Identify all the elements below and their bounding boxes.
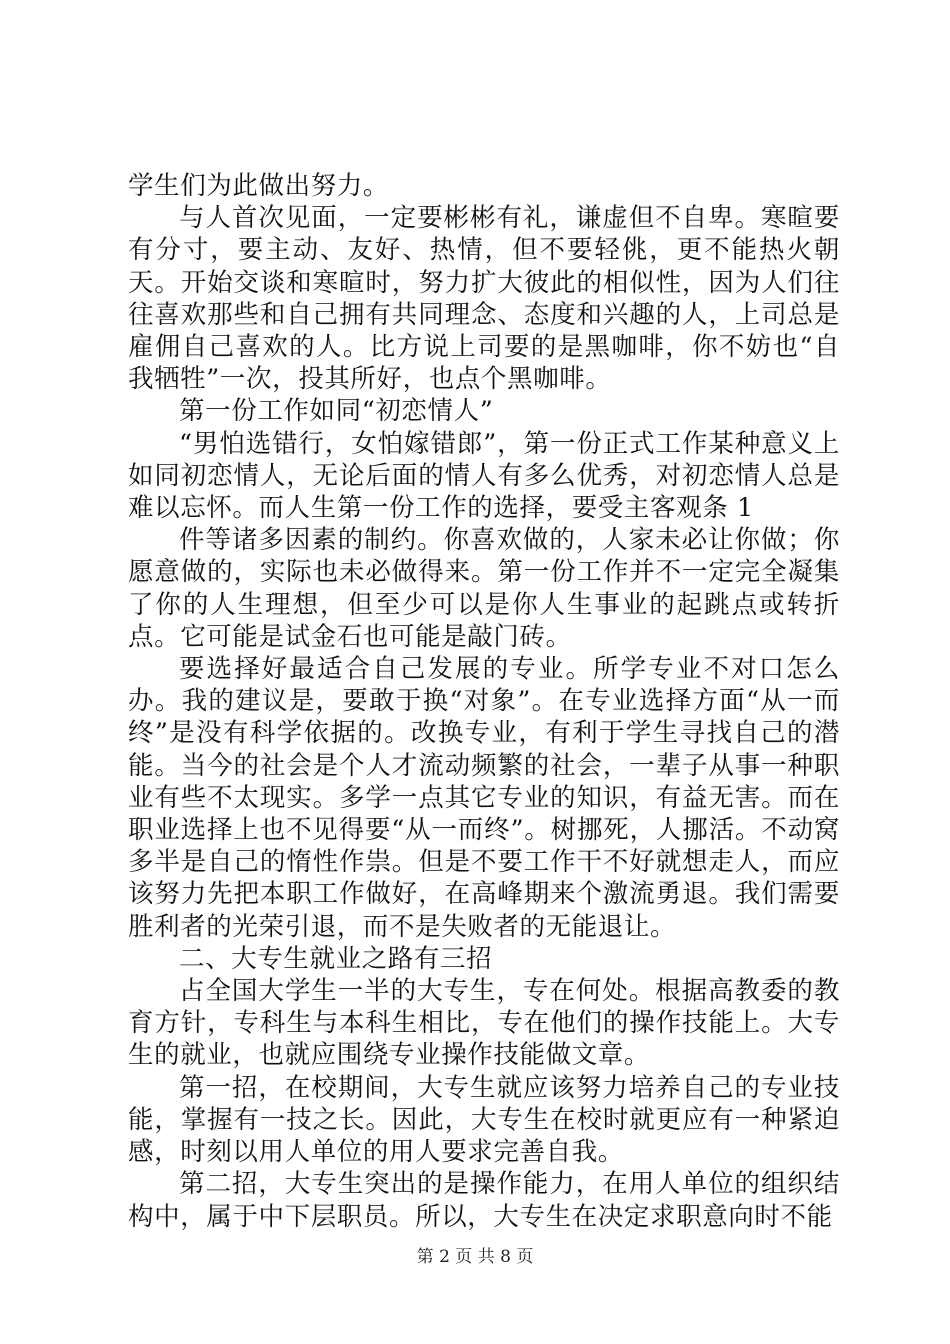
paragraph: 第二招，大专生突出的是操作能力，在用人单位的组织结构中，属于中下层职员。所以，大专生在决定求职意向时不能 xyxy=(128,1169,840,1232)
section-heading: 第一份工作如同“初恋情人” xyxy=(179,396,494,427)
paragraph: 学生们为此做出努力。 xyxy=(128,171,390,201)
paragraph: 要选择好最适合自己发展的专业。所学专业不对口怎么办。我的建议是，要敢于换“对象”。在专业选择方面“从一而终”是没有科学依据的。改换专业，有利于学生寻找自己的潜能。当今的社会是个人才流动频繁的社会，一辈子从事一种职业有些不太现实。多学一点其它专业的知识，有益无害。而在职业选择上也不见得要“从一而终”。树挪死，人挪活。不动窝多半是自己的惰性作祟。但是不要工作干不好就想走人，而应该努力先把本职工作做好，在高峰期来个激流勇退。我们需要胜利者的光荣引退，而不是失败者的无能退让。 xyxy=(128,654,840,942)
paragraph: “男怕选错行，女怕嫁错郎”，第一份正式工作某种意义上如同初恋情人，无论后面的情人有多么优秀，对初恋情人总是难以忘怀。而人生第一份工作的选择，要受主客观条 1 xyxy=(128,428,840,524)
page-footer: 第 2 页 共 8 页 xyxy=(416,1247,534,1267)
section-heading: 二、大专生就业之路有三招 xyxy=(179,943,493,974)
paragraph: 第一招，在校期间，大专生就应该努力培养自己的专业技能，掌握有一技之长。因此，大专生在校时就更应有一种紧迫感，时刻以用人单位的用人要求完善自我。 xyxy=(128,1072,840,1168)
paragraph: 与人首次见面，一定要彬彬有礼，谦虚但不自卑。寒暄要有分寸，要主动、友好、热情，但不要轻佻，更不能热火朝天。开始交谈和寒暄时，努力扩大彼此的相似性，因为人们往往喜欢那些和自己拥有共同理念、态度和兴趣的人，上司总是雇佣自己喜欢的人。比方说上司要的是黑咖啡，你不妨也“自我牺牲”一次，投其所好，也点个黑咖啡。 xyxy=(128,203,840,395)
document-body xyxy=(128,170,840,1233)
paragraph: 占全国大学生一半的大专生，专在何处。根据高教委的教育方针，专科生与本科生相比，专在他们的操作技能上。大专生的就业，也就应围绕专业操作技能做文章。 xyxy=(128,976,840,1071)
paragraph: 件等诸多因素的制约。你喜欢做的，人家未必让你做；你愿意做的，实际也未必做得来。第一份工作并不一定完全凝集了你的人生理想，但至少可以是你人生事业的起跳点或转折点。它可能是试金石也可能是敲门砖。 xyxy=(128,525,840,652)
